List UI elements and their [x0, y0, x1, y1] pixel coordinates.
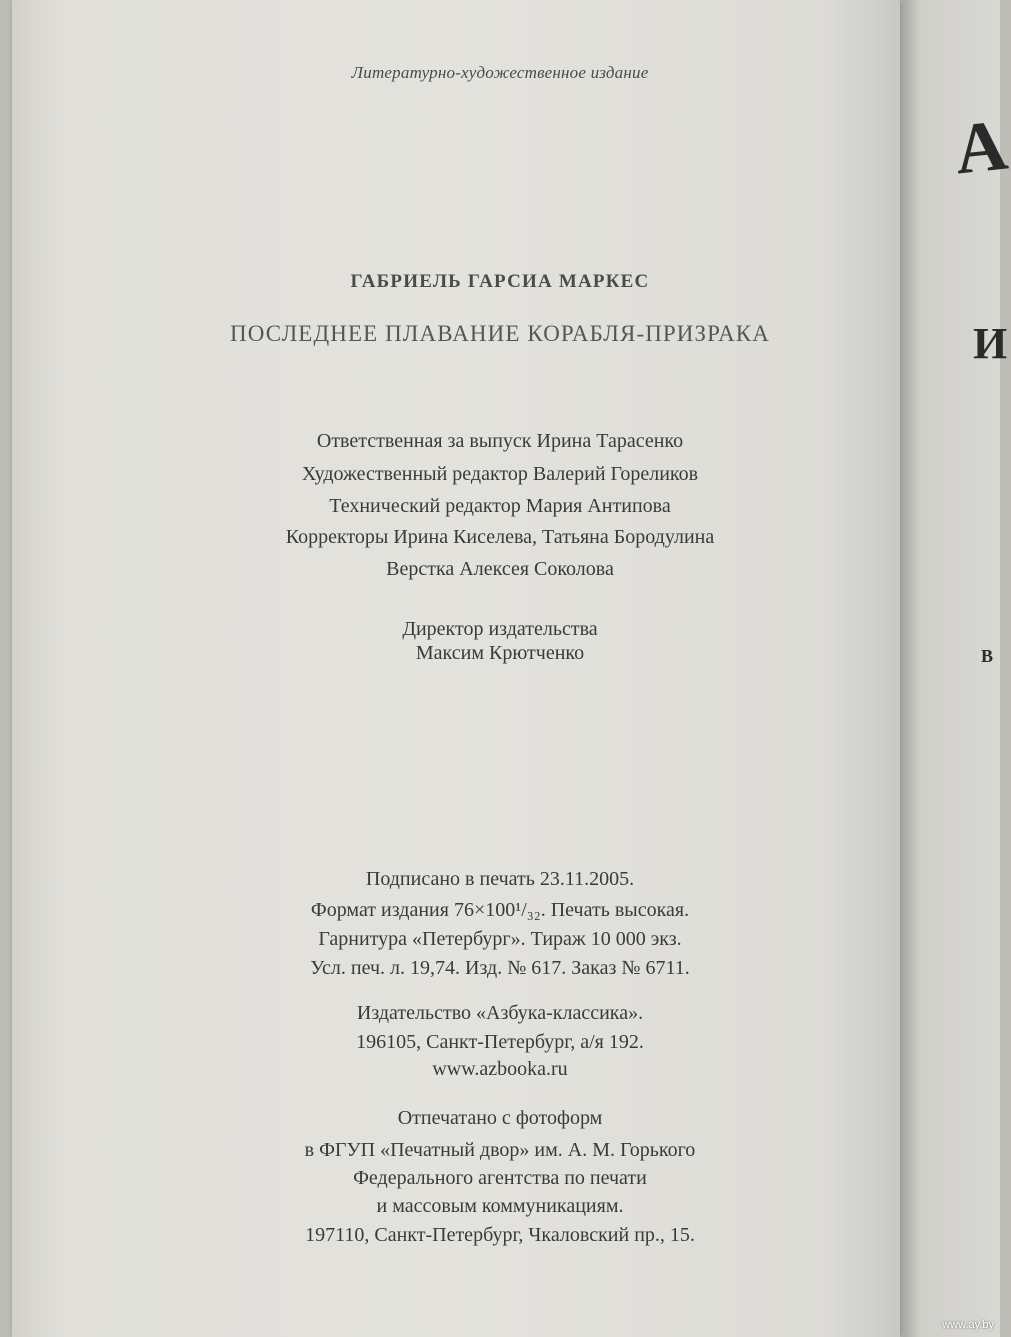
director-label: Директор издательства	[402, 618, 598, 640]
publisher-line: Издательство «Азбука-классика».	[356, 1002, 644, 1024]
credit-line: Художественный редактор Валерий Гореликов	[301, 463, 699, 485]
printer-line: Отпечатано с фотоформ	[397, 1107, 603, 1129]
credit-line: Ответственная за выпуск Ирина Тарасенко	[316, 430, 684, 452]
book-title: ПОСЛЕДНЕЕ ПЛАВАНИЕ КОРАБЛЯ-ПРИЗРАКА	[230, 321, 770, 346]
print-info-line: Гарнитура «Петербург». Тираж 10 000 экз.	[318, 928, 682, 950]
director-name: Максим Крютченко	[415, 642, 585, 664]
author-name: ГАБРИЕЛЬ ГАРСИА МАРКЕС	[350, 271, 650, 292]
printer-line: 197110, Санкт-Петербург, Чкаловский пр., 15.	[305, 1224, 695, 1246]
printer-line: и массовым коммуникациям.	[376, 1195, 624, 1217]
print-info-line: Формат издания 76×100¹/₃₂. Печать высокая.	[310, 899, 690, 921]
credit-line: Верстка Алексея Соколова	[386, 558, 614, 580]
adjacent-page-edge	[903, 0, 1011, 1337]
site-watermark: www.ay.by	[942, 1319, 994, 1331]
edge-glyph-i: И	[973, 319, 1008, 368]
printer-line: Федерального агентства по печати	[353, 1167, 647, 1189]
edge-glyph-a: А	[950, 104, 1011, 190]
print-info-line: Подписано в печать 23.11.2005.	[365, 868, 635, 890]
publisher-line: 196105, Санкт-Петербург, а/я 192.	[356, 1031, 644, 1053]
publisher-url: www.azbooka.ru	[432, 1058, 568, 1080]
credit-line: Корректоры Ирина Киселева, Татьяна Бородулина	[285, 526, 715, 548]
printer-line: в ФГУП «Печатный двор» им. А. М. Горького	[304, 1139, 696, 1161]
credit-line: Технический редактор Мария Антипова	[329, 495, 671, 517]
book-page	[12, 0, 900, 1337]
print-info-line: Усл. печ. л. 19,74. Изд. № 617. Заказ № 6711.	[310, 957, 690, 979]
edge-glyph-v: В	[981, 646, 994, 666]
edition-type: Литературно-художественное издание	[351, 63, 649, 82]
